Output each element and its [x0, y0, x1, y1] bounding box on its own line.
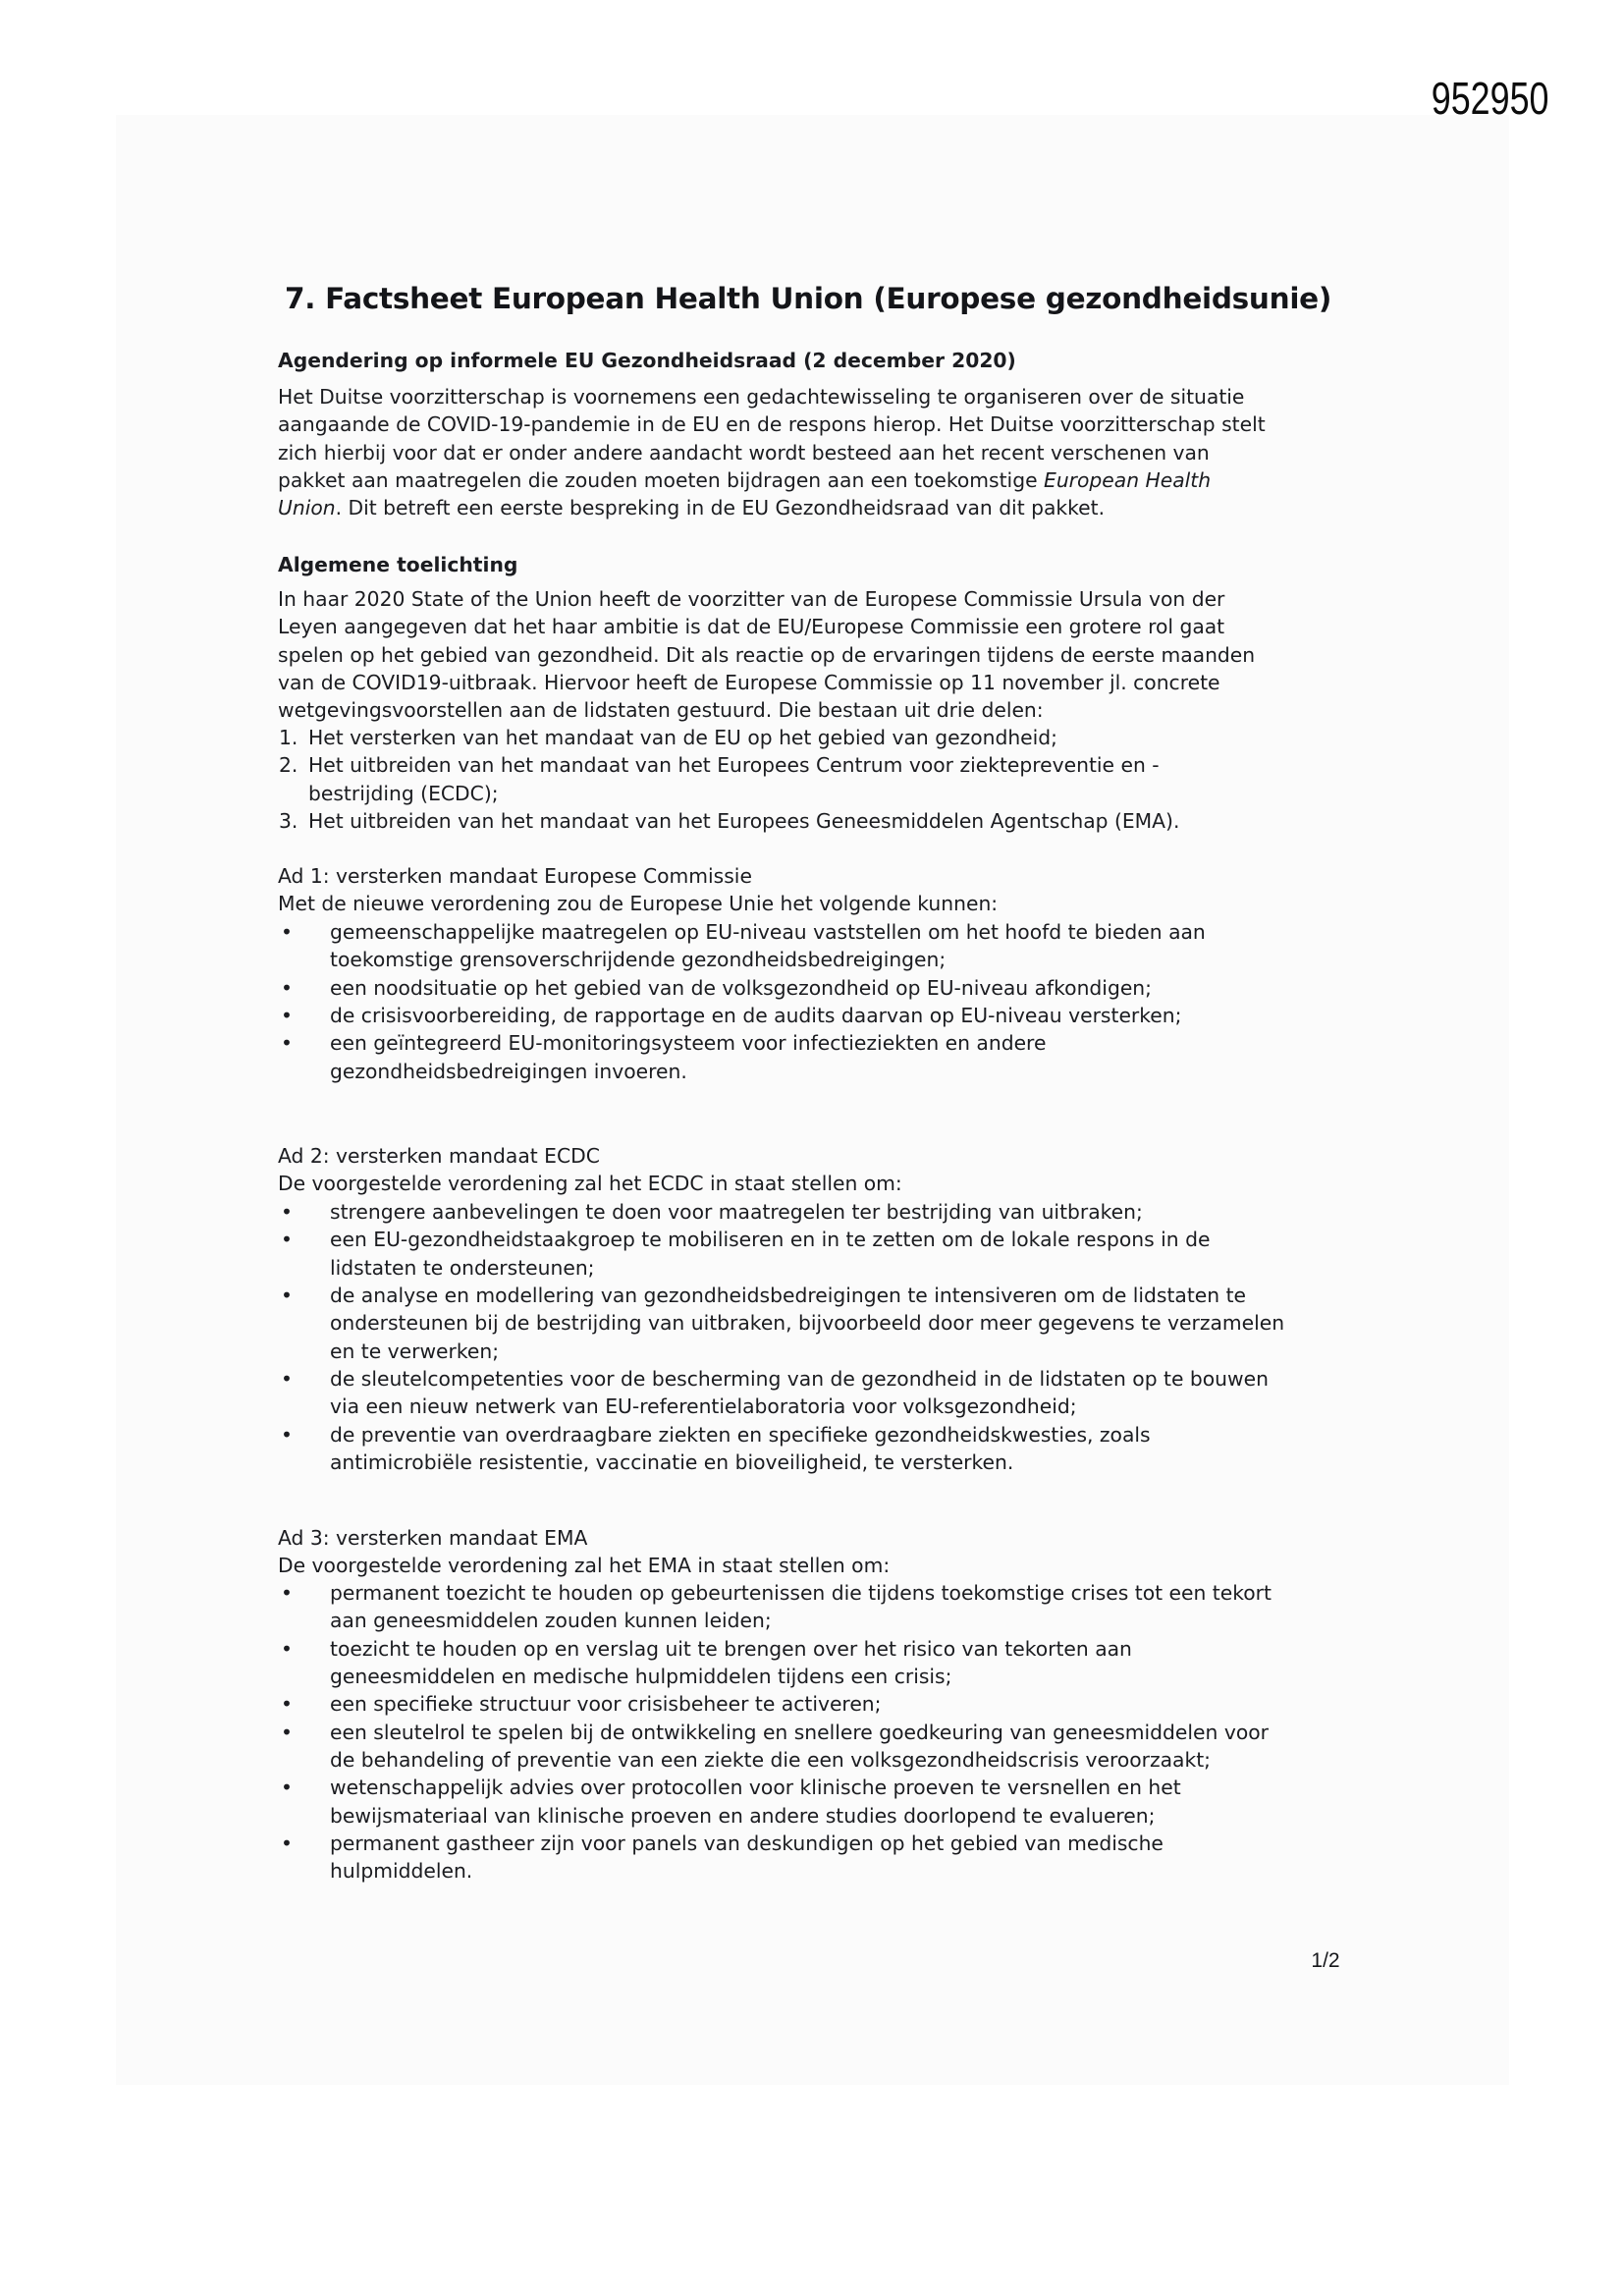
- text-line: [278, 494, 1397, 521]
- paragraph-ad3-intro: [278, 1524, 1397, 1580]
- list-item-text: [308, 724, 1397, 751]
- section-heading-algemene-toelichting: Algemene toelichting: [278, 553, 518, 576]
- list-item: [278, 724, 1397, 751]
- paragraph-agendering: [278, 383, 1397, 522]
- paragraph-ad2-intro: [278, 1142, 1397, 1198]
- text-run: een EU-gezondheidstaakgroep te mobiliseren en in te zetten om de lokale respons in de: [330, 1228, 1211, 1252]
- text-line: [330, 1365, 1397, 1393]
- text-run: de behandeling of preventie van een ziekte die een volksgezondheidscrisis veroorzaakt;: [330, 1748, 1212, 1773]
- text-run: permanent gastheer zijn voor panels van deskundigen op het gebied van medische: [330, 1831, 1164, 1856]
- list-number: 3.: [279, 809, 298, 834]
- list-item-text: [330, 1719, 1397, 1775]
- text-run: antimicrobiële resistentie, vaccinatie en bioveiligheid, te versterken.: [330, 1450, 1014, 1475]
- text-run: de preventie van overdraagbare ziekten en specifieke gezondheidskwesties, zoals: [330, 1422, 1151, 1447]
- text-run: van de COVID19-uitbraak. Hiervoor heeft de Europese Commissie op 11 november jl. concrete: [278, 671, 1220, 695]
- paragraph-ad1-intro: [278, 862, 1397, 918]
- text-run: een sleutelrol te spelen bij de ontwikkeling en snellere goedkeuring van geneesmiddelen voor: [330, 1720, 1269, 1744]
- text-line: [330, 1774, 1397, 1801]
- bullet-icon: •: [281, 1831, 293, 1856]
- text-run: De voorgestelde verordening zal het EMA in staat stellen om:: [278, 1554, 891, 1578]
- text-line: [330, 1663, 1397, 1690]
- list-item: [278, 974, 1397, 1002]
- numbered-list-drie-delen: [278, 724, 1397, 835]
- list-item-text: [330, 1774, 1397, 1830]
- list-item: [278, 1002, 1397, 1029]
- bullet-icon: •: [281, 1228, 293, 1252]
- text-run: In haar 2020 State of the Union heeft de voorzitter van de Europese Commissie Ursula von der: [278, 587, 1225, 611]
- list-item-text: [308, 751, 1397, 807]
- text-line: [278, 1552, 1397, 1579]
- list-item-text: [330, 918, 1397, 974]
- text-run: lidstaten te ondersteunen;: [330, 1255, 595, 1280]
- text-line: [330, 1857, 1397, 1885]
- text-run: toekomstige grensoverschrijdende gezondheidsbedreigingen;: [330, 948, 947, 972]
- text-line: [330, 1338, 1397, 1365]
- text-line: [330, 1254, 1397, 1282]
- text-run: de analyse en modellering van gezondheidsbedreigingen te intensiveren om de lidstaten te: [330, 1284, 1247, 1308]
- text-line: [330, 918, 1397, 946]
- text-line: [330, 1746, 1397, 1774]
- text-run: via een nieuw netwerk van EU-referentielaboratoria voor volksgezondheid;: [330, 1394, 1077, 1419]
- paragraph-algemene-toelichting: [278, 585, 1397, 725]
- text-line: [278, 1524, 1397, 1552]
- text-run: zich hierbij voor dat er onder andere aandacht wordt besteed aan het recent verschenen van: [278, 440, 1210, 465]
- list-number: 2.: [279, 753, 298, 778]
- text-run: de sleutelcompetenties voor de bescherming van de gezondheid in de lidstaten op te bouwen: [330, 1367, 1269, 1392]
- text-run: een noodsituatie op het gebied van de volksgezondheid op EU-niveau afkondigen;: [330, 975, 1152, 1000]
- bullet-icon: •: [281, 1636, 293, 1661]
- text-line: [330, 1198, 1397, 1226]
- text-line: [330, 1830, 1397, 1857]
- text-line: [278, 466, 1397, 494]
- bullet-icon: •: [281, 1284, 293, 1308]
- bullet-list-ad1: [278, 918, 1397, 1085]
- bullet-icon: •: [281, 1422, 293, 1447]
- text-line: [278, 862, 1397, 890]
- text-line: [278, 383, 1397, 410]
- list-item: [278, 1830, 1397, 1886]
- list-item-text: [330, 1365, 1397, 1421]
- text-line: [330, 1635, 1397, 1663]
- text-run: ondersteunen bij de bestrijding van uitbraken, bijvoorbeeld door meer gegevens te verzamelen: [330, 1311, 1285, 1336]
- text-line: [330, 1421, 1397, 1449]
- list-item-text: [330, 1635, 1397, 1691]
- bullet-icon: •: [281, 1581, 293, 1605]
- text-line: [308, 724, 1397, 751]
- text-line: [330, 1282, 1397, 1309]
- text-run: Ad 1: versterken mandaat Europese Commissie: [278, 864, 752, 888]
- list-item-text: [330, 1029, 1397, 1085]
- document-title: 7. Factsheet European Health Union (Europese gezondheidsunie): [285, 282, 1332, 315]
- text-run: aan geneesmiddelen zouden kunnen leiden;: [330, 1609, 772, 1633]
- text-line: [278, 613, 1397, 640]
- text-run: pakket aan maatregelen die zouden moeten bijdragen aan een toekomstige: [278, 468, 1044, 493]
- text-run: spelen op het gebied van gezondheid. Dit als reactie op de ervaringen tijdens de eerste maanden: [278, 642, 1256, 667]
- list-item: [278, 1690, 1397, 1718]
- text-run: Leyen aangegeven dat het haar ambitie is dat de EU/Europese Commissie een grotere rol gaat: [278, 615, 1225, 639]
- list-item: [278, 1365, 1397, 1421]
- text-run: wetenschappelijk advies over protocollen voor klinische proeven te versnellen en het: [330, 1776, 1181, 1800]
- list-item: [278, 918, 1397, 974]
- list-item-text: [330, 1579, 1397, 1635]
- list-item: [278, 1029, 1397, 1085]
- text-line: [330, 1607, 1397, 1634]
- text-line: [330, 1719, 1397, 1746]
- list-item: [278, 1774, 1397, 1830]
- text-line: [278, 669, 1397, 696]
- list-item: [278, 1635, 1397, 1691]
- list-item: [278, 1719, 1397, 1775]
- bullet-icon: •: [281, 1004, 293, 1028]
- list-item-text: [330, 1002, 1397, 1029]
- list-item: [278, 1226, 1397, 1282]
- text-line: [278, 1142, 1397, 1170]
- text-run: bestrijding (ECDC);: [308, 781, 499, 805]
- text-line: [308, 751, 1397, 779]
- bullet-icon: •: [281, 1720, 293, 1744]
- bullet-icon: •: [281, 1367, 293, 1392]
- list-number: 1.: [279, 726, 298, 749]
- list-item-text: [330, 1421, 1397, 1477]
- text-line: [330, 974, 1397, 1002]
- list-item-text: [330, 974, 1397, 1002]
- text-run: strengere aanbevelingen te doen voor maatregelen ter bestrijding van uitbraken;: [330, 1200, 1143, 1224]
- text-line: [330, 1579, 1397, 1607]
- text-line: [330, 1393, 1397, 1420]
- text-run: een specifieke structuur voor crisisbeheer te activeren;: [330, 1692, 882, 1717]
- italic-text-run: European Health: [1044, 468, 1212, 493]
- text-line: [330, 1058, 1397, 1085]
- text-line: [278, 641, 1397, 669]
- text-line: [330, 1002, 1397, 1029]
- text-line: [278, 439, 1397, 466]
- text-run: De voorgestelde verordening zal het ECDC in staat stellen om:: [278, 1172, 902, 1196]
- list-item-text: [308, 807, 1397, 835]
- text-line: [330, 1802, 1397, 1830]
- text-run: Het Duitse voorzitterschap is voornemens een gedachtewisseling te organiseren over de situatie: [278, 385, 1245, 409]
- bullet-icon: •: [281, 920, 293, 944]
- text-run: wetgevingsvoorstellen aan de lidstaten gestuurd. Die bestaan uit drie delen:: [278, 698, 1044, 723]
- text-run: een geïntegreerd EU-monitoringsysteem voor infectieziekten en andere: [330, 1031, 1047, 1056]
- bullet-icon: •: [281, 1031, 293, 1056]
- text-run: Het uitbreiden van het mandaat van het Europees Geneesmiddelen Agentschap (EMA).: [308, 809, 1180, 834]
- bullet-icon: •: [281, 1200, 293, 1224]
- bullet-list-ad2: [278, 1198, 1397, 1476]
- text-run: Het versterken van het mandaat van de EU op het gebied van gezondheid;: [308, 726, 1058, 749]
- text-run: gemeenschappelijke maatregelen op EU-niveau vaststellen om het hoofd te bieden aan: [330, 920, 1206, 944]
- text-run: bewijsmateriaal van klinische proeven en andere studies doorlopend te evalueren;: [330, 1803, 1156, 1828]
- italic-text-run: Union: [278, 496, 336, 520]
- list-item-text: [330, 1198, 1397, 1226]
- text-run: . Dit betreft een eerste bespreking in de EU Gezondheidsraad van dit pakket.: [335, 496, 1106, 520]
- text-run: en te verwerken;: [330, 1339, 500, 1363]
- section-heading-agendering: Agendering op informele EU Gezondheidsraad (2 december 2020): [278, 349, 1016, 372]
- text-line: [330, 1690, 1397, 1718]
- list-item-text: [330, 1226, 1397, 1282]
- list-item: [278, 1421, 1397, 1477]
- text-line: [278, 585, 1397, 613]
- text-run: permanent toezicht te houden op gebeurtenissen die tijdens toekomstige crises tot een tekort: [330, 1581, 1272, 1605]
- text-line: [330, 1309, 1397, 1337]
- text-line: [278, 410, 1397, 438]
- text-run: geneesmiddelen en medische hulpmiddelen tijdens een crisis;: [330, 1665, 952, 1689]
- text-line: [278, 696, 1397, 724]
- list-item: [278, 807, 1397, 835]
- text-line: [308, 780, 1397, 807]
- list-item: [278, 1282, 1397, 1365]
- list-item: [278, 1579, 1397, 1635]
- list-item-text: [330, 1830, 1397, 1886]
- text-run: Het uitbreiden van het mandaat van het Europees Centrum voor ziektepreventie en -: [308, 753, 1160, 778]
- text-line: [278, 890, 1397, 917]
- list-item-text: [330, 1282, 1397, 1365]
- text-run: toezicht te houden op en verslag uit te brengen over het risico van tekorten aan: [330, 1636, 1132, 1661]
- text-line: [330, 1449, 1397, 1476]
- text-line: [330, 946, 1397, 973]
- bullet-icon: •: [281, 1692, 293, 1717]
- bullet-list-ad3: [278, 1579, 1397, 1886]
- text-line: [308, 807, 1397, 835]
- text-run: hulpmiddelen.: [330, 1859, 473, 1884]
- list-item-text: [330, 1690, 1397, 1718]
- bullet-icon: •: [281, 1776, 293, 1800]
- list-item: [278, 1198, 1397, 1226]
- text-line: [330, 1226, 1397, 1253]
- document-number-stamp: 952950: [1431, 73, 1548, 124]
- text-run: Ad 2: versterken mandaat ECDC: [278, 1144, 600, 1168]
- text-run: de crisisvoorbereiding, de rapportage en de audits daarvan op EU-niveau versterken;: [330, 1004, 1182, 1028]
- text-run: gezondheidsbedreigingen invoeren.: [330, 1059, 687, 1083]
- text-run: Met de nieuwe verordening zou de Europese Unie het volgende kunnen:: [278, 892, 999, 916]
- text-run: Ad 3: versterken mandaat EMA: [278, 1526, 588, 1550]
- text-run: aangaande de COVID-19-pandemie in de EU en de respons hierop. Het Duitse voorzitterschap stelt: [278, 412, 1266, 437]
- page-number: 1/2: [1311, 1949, 1340, 1972]
- text-line: [330, 1029, 1397, 1057]
- list-item: [278, 751, 1397, 807]
- bullet-icon: •: [281, 975, 293, 1000]
- text-line: [278, 1170, 1397, 1197]
